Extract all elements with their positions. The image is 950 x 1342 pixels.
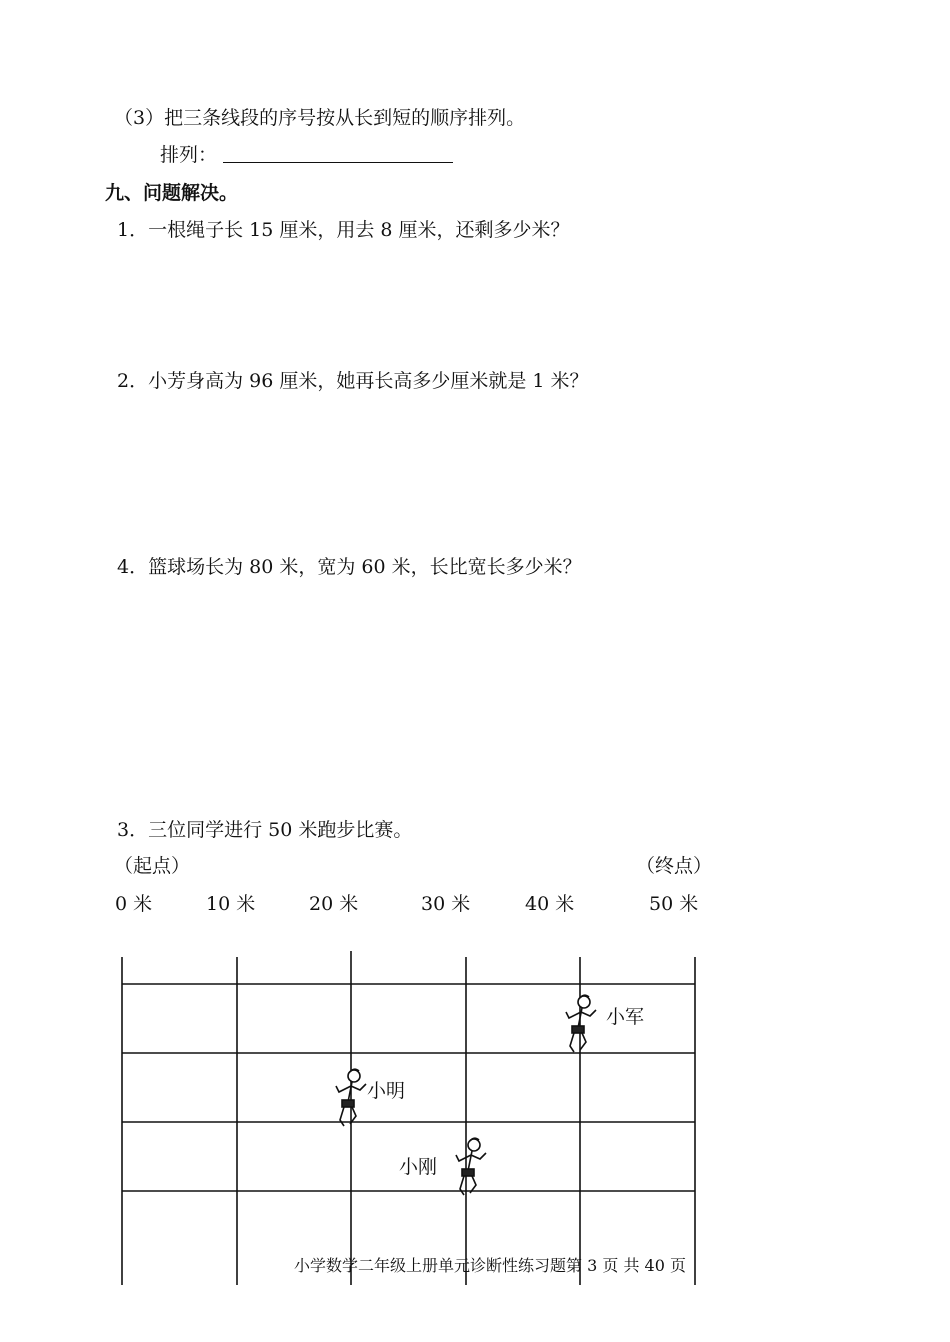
distance-mark-50: 50 米 (649, 893, 699, 915)
distance-mark-10: 10 米 (206, 893, 256, 915)
page-footer: 小学数学二年级上册单元诊断性练习题第 3 页 共 40 页 (294, 1256, 686, 1275)
runner-name-xiaojun: 小军 (606, 1006, 645, 1028)
section-heading: 九、问题解决。 (105, 182, 239, 204)
runner-icon-xiaogang (456, 1138, 486, 1195)
question-8-3: （3）把三条线段的序号按从长到短的顺序排列。 (114, 107, 526, 129)
finish-label: （终点） (636, 855, 713, 877)
question-2: 2．小芳身高为 96 厘米，她再长高多少厘米就是 1 米？ (117, 370, 589, 392)
distance-mark-40: 40 米 (525, 893, 575, 915)
question-3: 3．三位同学进行 50 米跑步比赛。 (117, 819, 413, 841)
question-4: 4．篮球场长为 80 米，宽为 60 米，长比宽长多少米？ (117, 556, 582, 578)
runner-name-xiaoming: 小明 (367, 1080, 406, 1102)
distance-mark-30: 30 米 (421, 893, 471, 915)
distance-mark-0: 0 米 (115, 893, 153, 915)
runner-icon-xiaojun (566, 995, 596, 1052)
start-label: （起点） (114, 855, 191, 877)
answer-label: 排列： (160, 144, 218, 166)
question-1: 1．一根绳子长 15 厘米，用去 8 厘米，还剩多少米？ (117, 219, 570, 241)
runner-name-xiaogang: 小刚 (399, 1156, 438, 1178)
distance-mark-20: 20 米 (309, 893, 359, 915)
